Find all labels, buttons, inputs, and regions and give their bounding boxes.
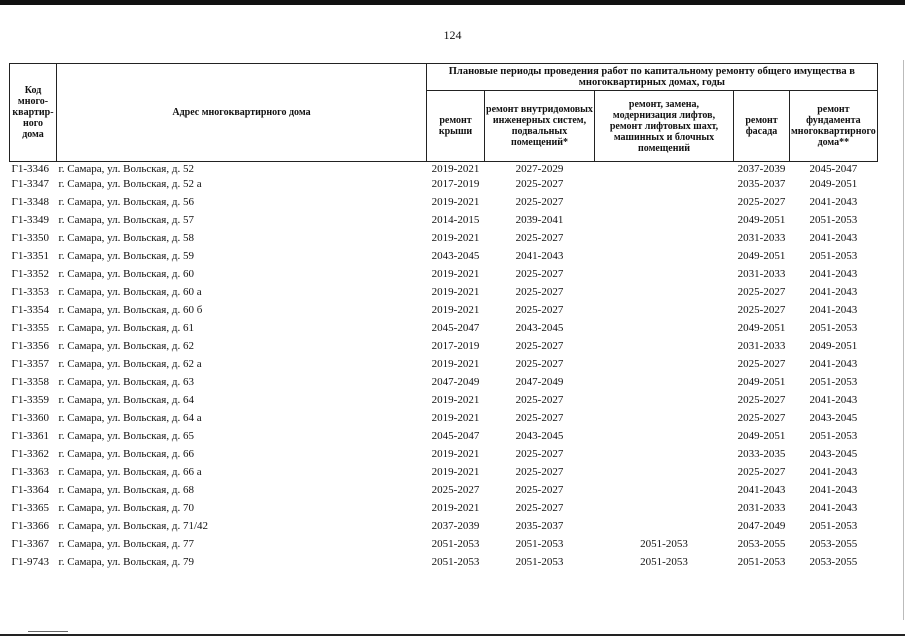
cell-code: Г1-3349 <box>11 214 50 226</box>
cell-systems: 2025-2027 <box>515 268 564 280</box>
cell-address: г. Самара, ул. Вольская, д. 70 <box>58 502 194 514</box>
header-systems: ремонт внутридомовых инженерных систем, подвальных помещений* <box>485 91 595 162</box>
cell-address: г. Самара, ул. Вольская, д. 60 б <box>58 304 203 316</box>
cell-systems: 2025-2027 <box>515 196 564 208</box>
cell-foundation: 2053-2055 <box>809 538 858 550</box>
table-row <box>10 229 878 247</box>
cell-systems: 2025-2027 <box>515 412 564 424</box>
table-row <box>10 162 878 176</box>
cell-roof: 2045-2047 <box>431 322 480 334</box>
cell-lifts <box>595 229 734 247</box>
cell-address: г. Самара, ул. Вольская, д. 59 <box>58 250 194 262</box>
cell-code: Г1-9743 <box>11 556 50 568</box>
page-number: 124 <box>443 28 462 42</box>
header-foundation: ремонт фундамента многоквартирного дома** <box>790 91 878 162</box>
cell-lifts <box>595 427 734 445</box>
bottom-border <box>0 634 905 636</box>
cell-roof: 2017-2019 <box>431 340 480 352</box>
cell-systems: 2043-2045 <box>515 322 564 334</box>
cell-roof: 2025-2027 <box>431 484 480 496</box>
table-row <box>10 553 878 571</box>
cell-lifts <box>595 391 734 409</box>
cell-code: Г1-3361 <box>11 430 50 442</box>
cell-roof: 2051-2053 <box>431 538 480 550</box>
cell-roof: 2019-2021 <box>431 196 480 208</box>
cell-systems: 2025-2027 <box>515 232 564 244</box>
cell-code: Г1-3348 <box>11 196 50 208</box>
cell-code: Г1-3365 <box>11 502 50 514</box>
cell-systems: 2025-2027 <box>515 448 564 460</box>
cell-code: Г1-3353 <box>11 286 50 298</box>
cell-address: г. Самара, ул. Вольская, д. 79 <box>58 556 194 568</box>
cell-roof: 2019-2021 <box>431 286 480 298</box>
cell-address: г. Самара, ул. Вольская, д. 66 а <box>58 466 202 478</box>
cell-facade: 2035-2037 <box>737 178 786 190</box>
cell-foundation: 2041-2043 <box>809 394 858 406</box>
table-row <box>10 463 878 481</box>
cell-address: г. Самара, ул. Вольская, д. 66 <box>58 448 194 460</box>
cell-systems: 2041-2043 <box>515 250 564 262</box>
cell-facade: 2025-2027 <box>737 358 786 370</box>
cell-roof: 2017-2019 <box>431 178 480 190</box>
cell-lifts <box>595 247 734 265</box>
cell-foundation: 2041-2043 <box>809 232 858 244</box>
cell-code: Г1-3347 <box>11 178 50 190</box>
cell-lifts <box>595 409 734 427</box>
cell-lifts <box>595 265 734 283</box>
cell-facade: 2041-2043 <box>737 484 786 496</box>
cell-facade: 2033-2035 <box>737 448 786 460</box>
cell-roof: 2019-2021 <box>431 232 480 244</box>
repair-schedule-table <box>9 63 878 571</box>
cell-facade: 2037-2039 <box>737 162 786 175</box>
cell-facade: 2047-2049 <box>737 520 786 532</box>
cell-facade: 2051-2053 <box>737 556 786 568</box>
cell-foundation: 2051-2053 <box>809 214 858 226</box>
table-row <box>10 499 878 517</box>
cell-code: Г1-3366 <box>11 520 50 532</box>
table-row <box>10 193 878 211</box>
table-row <box>10 265 878 283</box>
cell-roof: 2019-2021 <box>431 502 480 514</box>
cell-foundation: 2041-2043 <box>809 196 858 208</box>
cell-systems: 2035-2037 <box>515 520 564 532</box>
cell-facade: 2049-2051 <box>737 376 786 388</box>
cell-foundation: 2051-2053 <box>809 520 858 532</box>
cell-lifts <box>595 319 734 337</box>
table-row <box>10 427 878 445</box>
cell-code: Г1-3357 <box>11 358 50 370</box>
table-row <box>10 445 878 463</box>
cell-code: Г1-3355 <box>11 322 50 334</box>
scan-edge-line <box>903 60 904 620</box>
header-code: Код много-квартир-ного дома <box>10 64 57 162</box>
cell-systems: 2051-2053 <box>515 556 564 568</box>
cell-lifts <box>595 481 734 499</box>
table-row <box>10 355 878 373</box>
cell-lifts <box>595 283 734 301</box>
cell-address: г. Самара, ул. Вольская, д. 56 <box>58 196 194 208</box>
table-row <box>10 535 878 553</box>
cell-address: г. Самара, ул. Вольская, д. 52 а <box>58 178 202 190</box>
cell-code: Г1-3354 <box>11 304 50 316</box>
cell-systems: 2027-2029 <box>515 162 564 175</box>
cell-lifts <box>595 517 734 535</box>
cell-address: г. Самара, ул. Вольская, д. 64 <box>58 394 194 406</box>
cell-address: г. Самара, ул. Вольская, д. 60 <box>58 268 194 280</box>
cell-roof: 2047-2049 <box>431 376 480 388</box>
table-row <box>10 337 878 355</box>
cell-roof: 2019-2021 <box>431 448 480 460</box>
cell-code: Г1-3363 <box>11 466 50 478</box>
cell-foundation: 2043-2045 <box>809 448 858 460</box>
cell-facade: 2025-2027 <box>737 466 786 478</box>
scan-mark <box>28 631 68 632</box>
cell-facade: 2049-2051 <box>737 430 786 442</box>
cell-lifts <box>595 211 734 229</box>
cell-foundation: 2041-2043 <box>809 286 858 298</box>
table-row <box>10 517 878 535</box>
cell-systems: 2025-2027 <box>515 304 564 316</box>
cell-systems: 2043-2045 <box>515 430 564 442</box>
cell-address: г. Самара, ул. Вольская, д. 62 а <box>58 358 202 370</box>
cell-code: Г1-3351 <box>11 250 50 262</box>
cell-roof: 2045-2047 <box>431 430 480 442</box>
header-roof: ремонт крыши <box>427 91 485 162</box>
cell-foundation: 2049-2051 <box>809 178 858 190</box>
cell-code: Г1-3364 <box>11 484 50 496</box>
cell-foundation: 2043-2045 <box>809 412 858 424</box>
cell-foundation: 2051-2053 <box>809 430 858 442</box>
cell-roof: 2043-2045 <box>431 250 480 262</box>
cell-roof: 2019-2021 <box>431 304 480 316</box>
cell-facade: 2053-2055 <box>737 538 786 550</box>
cell-facade: 2025-2027 <box>737 286 786 298</box>
cell-code: Г1-3360 <box>11 412 50 424</box>
cell-address: г. Самара, ул. Вольская, д. 71/42 <box>58 520 208 532</box>
cell-systems: 2025-2027 <box>515 340 564 352</box>
cell-facade: 2025-2027 <box>737 394 786 406</box>
cell-code: Г1-3358 <box>11 376 50 388</box>
cell-code: Г1-3359 <box>11 394 50 406</box>
cell-foundation: 2051-2053 <box>809 322 858 334</box>
cell-systems: 2025-2027 <box>515 502 564 514</box>
cell-roof: 2019-2021 <box>431 268 480 280</box>
cell-lifts <box>595 301 734 319</box>
cell-address: г. Самара, ул. Вольская, д. 62 <box>58 340 194 352</box>
cell-address: г. Самара, ул. Вольская, д. 58 <box>58 232 194 244</box>
cell-roof: 2019-2021 <box>431 162 480 175</box>
table-row <box>10 301 878 319</box>
cell-facade: 2031-2033 <box>737 232 786 244</box>
cell-address: г. Самара, ул. Вольская, д. 64 а <box>58 412 202 424</box>
cell-code: Г1-3362 <box>11 448 50 460</box>
cell-code: Г1-3356 <box>11 340 50 352</box>
header-facade: ремонт фасада <box>734 91 790 162</box>
cell-foundation: 2045-2047 <box>809 162 858 175</box>
cell-lifts <box>595 445 734 463</box>
cell-address: г. Самара, ул. Вольская, д. 77 <box>58 538 194 550</box>
table-row <box>10 319 878 337</box>
cell-code: Г1-3346 <box>11 162 50 175</box>
cell-systems: 2025-2027 <box>515 286 564 298</box>
cell-foundation: 2041-2043 <box>809 502 858 514</box>
cell-roof: 2051-2053 <box>431 556 480 568</box>
cell-lifts <box>595 337 734 355</box>
cell-address: г. Самара, ул. Вольская, д. 52 <box>58 162 194 175</box>
cell-lifts <box>595 175 734 193</box>
cell-foundation: 2041-2043 <box>809 304 858 316</box>
cell-foundation: 2051-2053 <box>809 250 858 262</box>
cell-systems: 2051-2053 <box>515 538 564 550</box>
cell-lifts <box>595 355 734 373</box>
cell-systems: 2025-2027 <box>515 484 564 496</box>
cell-facade: 2049-2051 <box>737 250 786 262</box>
table-row <box>10 391 878 409</box>
table-row <box>10 247 878 265</box>
cell-code: Г1-3367 <box>11 538 50 550</box>
cell-roof: 2037-2039 <box>431 520 480 532</box>
cell-systems: 2025-2027 <box>515 466 564 478</box>
cell-lifts <box>595 373 734 391</box>
cell-facade: 2049-2051 <box>737 214 786 226</box>
table-row <box>10 481 878 499</box>
cell-code: Г1-3350 <box>11 232 50 244</box>
cell-facade: 2025-2027 <box>737 412 786 424</box>
header-lifts: ремонт, замена, модернизация лифтов, ремонт лифтовых шахт, машинных и блочных помещений <box>595 91 734 162</box>
cell-address: г. Самара, ул. Вольская, д. 68 <box>58 484 194 496</box>
cell-foundation: 2049-2051 <box>809 340 858 352</box>
cell-systems: 2047-2049 <box>515 376 564 388</box>
cell-systems: 2025-2027 <box>515 178 564 190</box>
cell-lifts <box>595 162 734 176</box>
cell-code: Г1-3352 <box>11 268 50 280</box>
cell-systems: 2025-2027 <box>515 394 564 406</box>
table-row <box>10 409 878 427</box>
cell-facade: 2049-2051 <box>737 322 786 334</box>
cell-address: г. Самара, ул. Вольская, д. 63 <box>58 376 194 388</box>
cell-roof: 2019-2021 <box>431 412 480 424</box>
cell-roof: 2019-2021 <box>431 394 480 406</box>
cell-roof: 2019-2021 <box>431 358 480 370</box>
cell-lifts: 2051-2053 <box>640 556 688 568</box>
cell-foundation: 2041-2043 <box>809 268 858 280</box>
cell-systems: 2025-2027 <box>515 358 564 370</box>
cell-lifts <box>595 193 734 211</box>
top-border <box>0 0 905 5</box>
cell-roof: 2019-2021 <box>431 466 480 478</box>
cell-address: г. Самара, ул. Вольская, д. 57 <box>58 214 194 226</box>
cell-address: г. Самара, ул. Вольская, д. 65 <box>58 430 194 442</box>
cell-foundation: 2041-2043 <box>809 358 858 370</box>
cell-facade: 2031-2033 <box>737 340 786 352</box>
cell-lifts <box>595 463 734 481</box>
table-row <box>10 373 878 391</box>
cell-facade: 2025-2027 <box>737 304 786 316</box>
cell-foundation: 2041-2043 <box>809 466 858 478</box>
table-row <box>10 175 878 193</box>
cell-roof: 2014-2015 <box>431 214 480 226</box>
cell-facade: 2031-2033 <box>737 268 786 280</box>
cell-foundation: 2051-2053 <box>809 376 858 388</box>
table-row <box>10 283 878 301</box>
cell-systems: 2039-2041 <box>515 214 564 226</box>
cell-foundation: 2053-2055 <box>809 556 858 568</box>
cell-facade: 2025-2027 <box>737 196 786 208</box>
cell-lifts <box>595 499 734 517</box>
cell-address: г. Самара, ул. Вольская, д. 60 а <box>58 286 202 298</box>
cell-foundation: 2041-2043 <box>809 484 858 496</box>
header-periods-group: Плановые периоды проведения работ по капитальному ремонту общего имущества в многоквартирных домах, годы <box>427 64 878 91</box>
cell-address: г. Самара, ул. Вольская, д. 61 <box>58 322 194 334</box>
cell-lifts: 2051-2053 <box>640 538 688 550</box>
cell-facade: 2031-2033 <box>737 502 786 514</box>
header-address: Адрес многоквартирного дома <box>57 64 427 162</box>
table-row <box>10 211 878 229</box>
